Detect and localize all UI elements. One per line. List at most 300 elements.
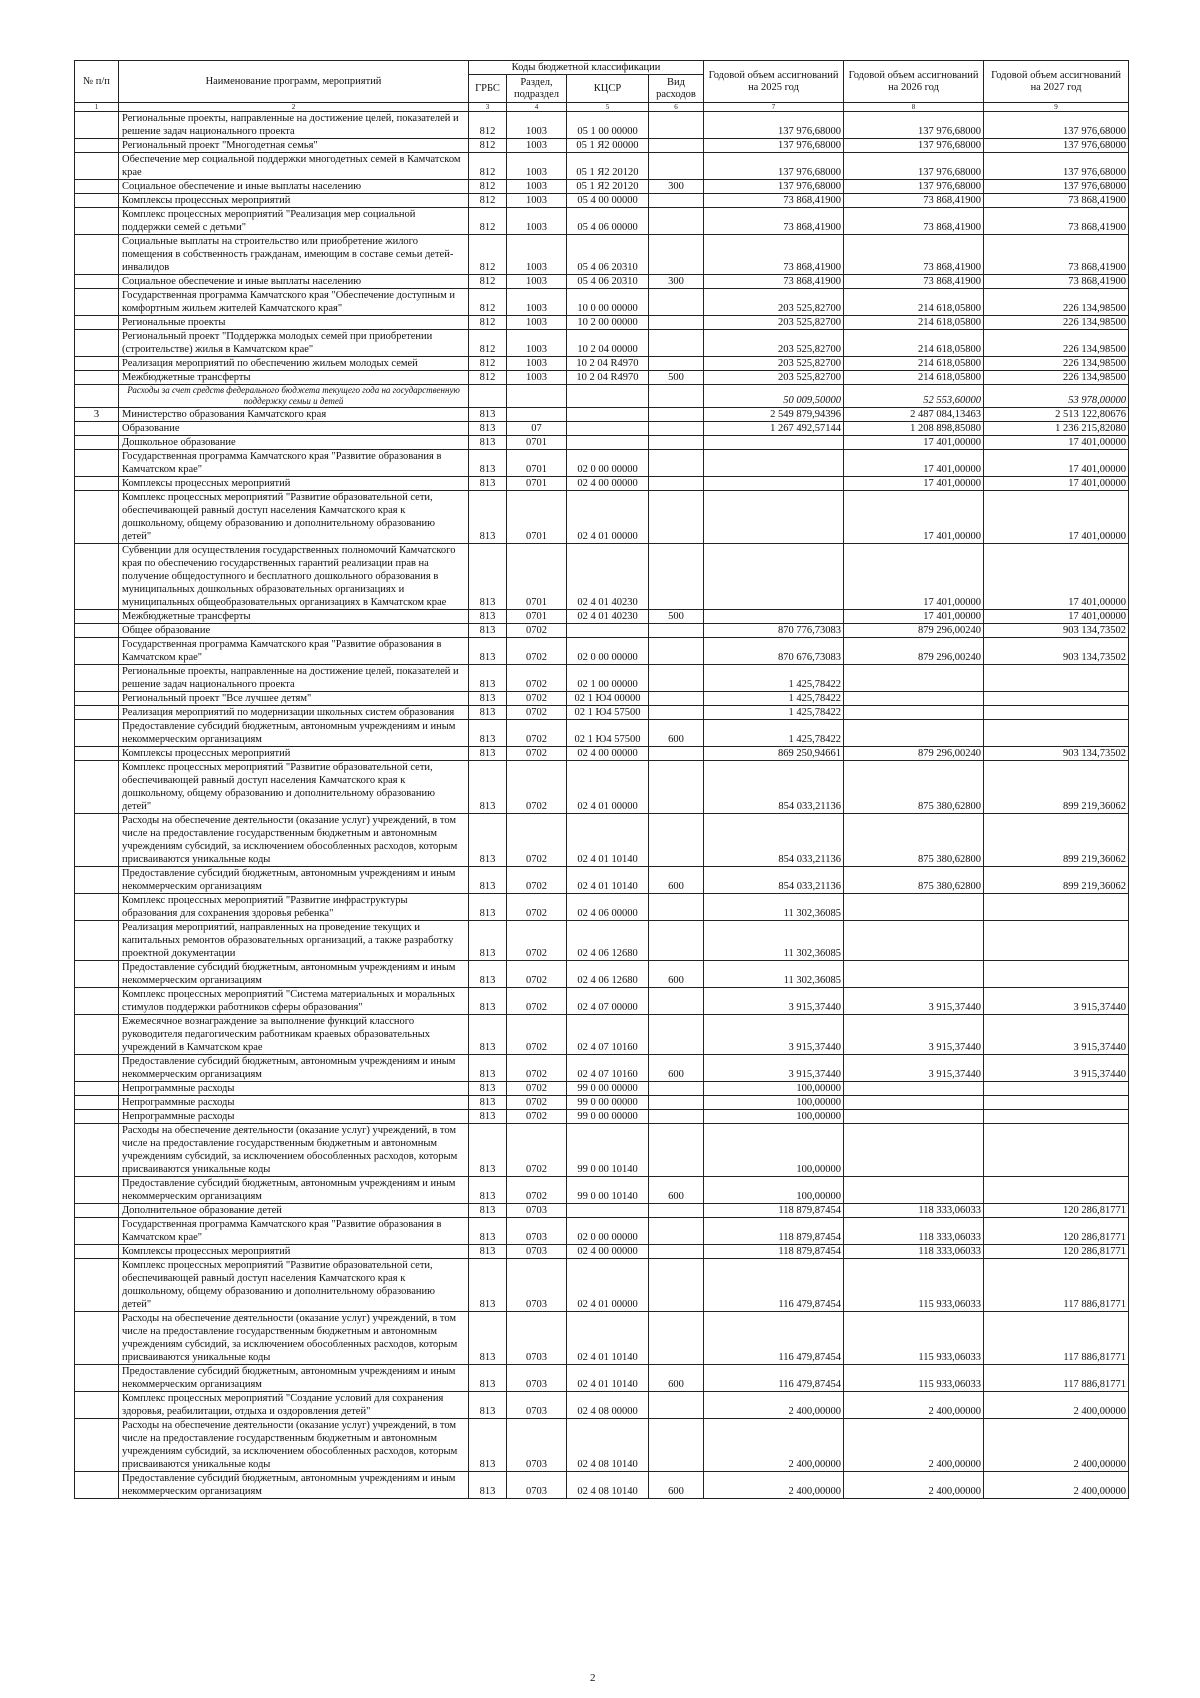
row-vid: [649, 408, 704, 422]
row-amount-2027: 117 886,81771: [984, 1365, 1129, 1392]
row-grbs: 813: [469, 961, 507, 988]
row-amount-2026: [844, 1096, 984, 1110]
row-amount-2025: [704, 436, 844, 450]
row-amount-2027: 2 400,00000: [984, 1419, 1129, 1472]
row-kcsr: 05 4 06 00000: [567, 208, 649, 235]
row-grbs: 813: [469, 610, 507, 624]
row-amount-2027: [984, 706, 1129, 720]
row-num: [75, 720, 119, 747]
row-amount-2027: 226 134,98500: [984, 289, 1129, 316]
row-num: [75, 1245, 119, 1259]
row-razdel: 0702: [507, 665, 567, 692]
row-kcsr: 99 0 00 00000: [567, 1096, 649, 1110]
row-amount-2026: 17 401,00000: [844, 436, 984, 450]
row-vid: 600: [649, 961, 704, 988]
row-razdel: 0702: [507, 692, 567, 706]
row-razdel: 0702: [507, 706, 567, 720]
row-razdel: 1003: [507, 289, 567, 316]
row-name: Предоставление субсидий бюджетным, автономным учреждениям и иным некоммерческим организациям: [119, 720, 469, 747]
row-name: Расходы на обеспечение деятельности (оказание услуг) учреждений, в том числе на предоставление государственным бюджетным и автономным учреждениям субсидий, за исключением обособленных расходов, которым присваиваются уникальные коды: [119, 1124, 469, 1177]
row-razdel: 0701: [507, 491, 567, 544]
row-amount-2027: 226 134,98500: [984, 357, 1129, 371]
row-amount-2026: 17 401,00000: [844, 491, 984, 544]
row-amount-2026: [844, 720, 984, 747]
page-number: 2: [590, 1672, 596, 1684]
row-vid: [649, 814, 704, 867]
row-amount-2025: 1 425,78422: [704, 692, 844, 706]
row-name: Государственная программа Камчатского края "Развитие образования в Камчатском крае": [119, 450, 469, 477]
row-vid: 300: [649, 180, 704, 194]
row-amount-2026: 3 915,37440: [844, 1055, 984, 1082]
row-vid: [649, 436, 704, 450]
row-name: Образование: [119, 422, 469, 436]
table-row: [75, 316, 1129, 330]
row-amount-2026: 214 618,05800: [844, 357, 984, 371]
row-num: [75, 422, 119, 436]
row-amount-2025: 118 879,87454: [704, 1245, 844, 1259]
row-amount-2026: 2 400,00000: [844, 1392, 984, 1419]
row-name: Министерство образования Камчатского края: [119, 408, 469, 422]
row-num: [75, 194, 119, 208]
row-amount-2027: 1 236 215,82080: [984, 422, 1129, 436]
table-row: [75, 894, 1129, 921]
column-number-row: [75, 103, 1129, 112]
row-razdel: 0703: [507, 1312, 567, 1365]
row-num: [75, 624, 119, 638]
row-kcsr: 02 4 01 00000: [567, 761, 649, 814]
row-vid: [649, 316, 704, 330]
row-amount-2026: [844, 961, 984, 988]
row-vid: [649, 477, 704, 491]
table-row: [75, 692, 1129, 706]
row-kcsr: 02 0 00 00000: [567, 450, 649, 477]
table-row: [75, 275, 1129, 289]
row-razdel: 0701: [507, 477, 567, 491]
row-grbs: 813: [469, 1365, 507, 1392]
row-razdel: 0702: [507, 1015, 567, 1055]
row-amount-2026: [844, 665, 984, 692]
row-amount-2025: 870 776,73083: [704, 624, 844, 638]
row-num: [75, 692, 119, 706]
row-razdel: 1003: [507, 112, 567, 139]
row-amount-2027: 73 868,41900: [984, 275, 1129, 289]
row-grbs: 813: [469, 894, 507, 921]
row-num: [75, 112, 119, 139]
row-grbs: 812: [469, 275, 507, 289]
row-razdel: 0702: [507, 921, 567, 961]
row-kcsr: [567, 422, 649, 436]
row-num: [75, 665, 119, 692]
row-amount-2027: 53 978,00000: [984, 385, 1129, 408]
row-amount-2025: [704, 544, 844, 610]
row-grbs: 813: [469, 1218, 507, 1245]
row-name: Комплексы процессных мероприятий: [119, 1245, 469, 1259]
row-name: Межбюджетные трансферты: [119, 371, 469, 385]
row-amount-2026: 115 933,06033: [844, 1259, 984, 1312]
row-kcsr: 02 4 06 12680: [567, 961, 649, 988]
row-grbs: 813: [469, 1419, 507, 1472]
column-number: 1: [75, 103, 119, 112]
row-amount-2025: 100,00000: [704, 1177, 844, 1204]
row-name: Дошкольное образование: [119, 436, 469, 450]
row-vid: [649, 894, 704, 921]
row-amount-2027: 73 868,41900: [984, 235, 1129, 275]
row-amount-2026: [844, 706, 984, 720]
row-vid: [649, 153, 704, 180]
row-amount-2025: [704, 450, 844, 477]
row-grbs: 813: [469, 921, 507, 961]
row-name: Комплексы процессных мероприятий: [119, 747, 469, 761]
row-amount-2027: 137 976,68000: [984, 112, 1129, 139]
row-razdel: 0701: [507, 436, 567, 450]
table-row: [75, 1177, 1129, 1204]
row-razdel: 0702: [507, 1096, 567, 1110]
row-vid: 600: [649, 1055, 704, 1082]
header-name: Наименование программ, мероприятий: [119, 61, 469, 103]
row-name: Государственная программа Камчатского края "Развитие образования в Камчатском крае": [119, 1218, 469, 1245]
table-row: [75, 357, 1129, 371]
row-amount-2027: 120 286,81771: [984, 1204, 1129, 1218]
table-row: [75, 1472, 1129, 1499]
row-grbs: 812: [469, 357, 507, 371]
row-grbs: 813: [469, 692, 507, 706]
row-vid: 300: [649, 275, 704, 289]
column-number: 5: [567, 103, 649, 112]
row-amount-2026: 115 933,06033: [844, 1312, 984, 1365]
row-razdel: 0703: [507, 1472, 567, 1499]
table-row: [75, 747, 1129, 761]
row-kcsr: 02 4 08 10140: [567, 1472, 649, 1499]
row-vid: [649, 1204, 704, 1218]
row-vid: 600: [649, 1472, 704, 1499]
row-num: [75, 289, 119, 316]
row-kcsr: 10 2 00 00000: [567, 316, 649, 330]
row-grbs: 812: [469, 371, 507, 385]
row-vid: [649, 761, 704, 814]
row-num: [75, 1204, 119, 1218]
row-kcsr: [567, 436, 649, 450]
row-num: [75, 1365, 119, 1392]
row-name: Государственная программа Камчатского края "Обеспечение доступным и комфортным жильем жителей Камчатского края": [119, 289, 469, 316]
row-grbs: 812: [469, 289, 507, 316]
row-grbs: 813: [469, 477, 507, 491]
row-grbs: 813: [469, 1245, 507, 1259]
row-grbs: 813: [469, 747, 507, 761]
row-vid: [649, 1082, 704, 1096]
table-row: [75, 610, 1129, 624]
row-grbs: 813: [469, 422, 507, 436]
row-name: Комплекс процессных мероприятий "Создание условий для сохранения здоровья, реабилитации, отдыха и оздоровления детей": [119, 1392, 469, 1419]
row-amount-2025: 73 868,41900: [704, 208, 844, 235]
row-amount-2027: 903 134,73502: [984, 624, 1129, 638]
row-vid: 600: [649, 720, 704, 747]
row-razdel: 1003: [507, 208, 567, 235]
row-razdel: 0702: [507, 988, 567, 1015]
row-amount-2026: 875 380,62800: [844, 761, 984, 814]
row-amount-2027: 899 219,36062: [984, 814, 1129, 867]
table-row: [75, 385, 1129, 408]
row-name: Комплекс процессных мероприятий "Развитие инфраструктуры образования для сохранения здоровья ребенка": [119, 894, 469, 921]
row-razdel: 0702: [507, 1177, 567, 1204]
row-num: [75, 357, 119, 371]
row-razdel: 0702: [507, 1082, 567, 1096]
row-kcsr: 99 0 00 00000: [567, 1082, 649, 1096]
row-name: Комплекс процессных мероприятий "Развитие образовательной сети, обеспечивающей равный доступ населения Камчатского края к дошкольному, общему образованию и дополнительному образованию детей": [119, 761, 469, 814]
row-kcsr: 02 4 01 10140: [567, 814, 649, 867]
row-razdel: 0702: [507, 761, 567, 814]
row-kcsr: [567, 408, 649, 422]
row-grbs: 813: [469, 1472, 507, 1499]
row-vid: [649, 139, 704, 153]
row-amount-2025: 203 525,82700: [704, 357, 844, 371]
row-amount-2026: 118 333,06033: [844, 1245, 984, 1259]
row-num: [75, 706, 119, 720]
row-name: Непрограммные расходы: [119, 1082, 469, 1096]
table-row: [75, 422, 1129, 436]
row-num: [75, 477, 119, 491]
row-amount-2025: 11 302,36085: [704, 894, 844, 921]
row-kcsr: 02 4 08 10140: [567, 1419, 649, 1472]
row-num: [75, 814, 119, 867]
table-row: [75, 1204, 1129, 1218]
row-vid: 500: [649, 371, 704, 385]
row-amount-2025: 116 479,87454: [704, 1259, 844, 1312]
row-amount-2025: 870 676,73083: [704, 638, 844, 665]
row-amount-2027: 226 134,98500: [984, 316, 1129, 330]
row-kcsr: 05 4 06 20310: [567, 235, 649, 275]
row-num: [75, 330, 119, 357]
row-grbs: 812: [469, 139, 507, 153]
row-amount-2025: 203 525,82700: [704, 289, 844, 316]
row-razdel: 0703: [507, 1245, 567, 1259]
table-row: [75, 1419, 1129, 1472]
row-amount-2025: 100,00000: [704, 1096, 844, 1110]
row-name: Комплекс процессных мероприятий "Развитие образовательной сети, обеспечивающей равный доступ населения Камчатского края к дошкольному, общему образованию и дополнительному образованию детей": [119, 491, 469, 544]
row-vid: 500: [649, 610, 704, 624]
table-row: [75, 761, 1129, 814]
budget-document: [74, 60, 1128, 1499]
row-vid: [649, 357, 704, 371]
table-row: [75, 988, 1129, 1015]
row-amount-2027: 3 915,37440: [984, 988, 1129, 1015]
row-grbs: 813: [469, 491, 507, 544]
row-vid: [649, 1124, 704, 1177]
table-row: [75, 624, 1129, 638]
row-kcsr: 05 1 Я2 20120: [567, 180, 649, 194]
row-amount-2027: 226 134,98500: [984, 330, 1129, 357]
row-amount-2027: 3 915,37440: [984, 1055, 1129, 1082]
row-amount-2026: [844, 692, 984, 706]
row-amount-2026: 52 553,60000: [844, 385, 984, 408]
column-number: 7: [704, 103, 844, 112]
row-razdel: 1003: [507, 235, 567, 275]
row-kcsr: 99 0 00 00000: [567, 1110, 649, 1124]
row-name: Расходы на обеспечение деятельности (оказание услуг) учреждений, в том числе на предоставление государственным бюджетным и автономным учреждениям субсидий, за исключением обособленных расходов, которым присваиваются уникальные коды: [119, 1419, 469, 1472]
row-num: [75, 180, 119, 194]
table-row: [75, 450, 1129, 477]
row-amount-2026: 17 401,00000: [844, 450, 984, 477]
row-kcsr: 02 4 01 40230: [567, 610, 649, 624]
row-amount-2027: 120 286,81771: [984, 1245, 1129, 1259]
row-amount-2026: 3 915,37440: [844, 988, 984, 1015]
row-vid: 600: [649, 867, 704, 894]
table-row: [75, 814, 1129, 867]
row-razdel: 0703: [507, 1365, 567, 1392]
row-vid: [649, 747, 704, 761]
row-num: [75, 139, 119, 153]
row-name: Дополнительное образование детей: [119, 1204, 469, 1218]
row-name: Региональный проект "Поддержка молодых семей при приобретении (строительстве) жилья в Камчатском крае": [119, 330, 469, 357]
row-vid: [649, 194, 704, 208]
table-row: [75, 194, 1129, 208]
row-razdel: 0702: [507, 720, 567, 747]
row-amount-2026: 875 380,62800: [844, 814, 984, 867]
row-kcsr: 05 4 06 20310: [567, 275, 649, 289]
row-grbs: [469, 385, 507, 408]
row-name: Региональные проекты, направленные на достижение целей, показателей и решение задач национального проекта: [119, 665, 469, 692]
table-row: [75, 1392, 1129, 1419]
row-amount-2027: [984, 1082, 1129, 1096]
row-vid: [649, 450, 704, 477]
row-amount-2025: 2 400,00000: [704, 1392, 844, 1419]
row-amount-2026: 2 400,00000: [844, 1419, 984, 1472]
row-amount-2026: 73 868,41900: [844, 275, 984, 289]
table-row: [75, 1082, 1129, 1096]
row-grbs: 813: [469, 665, 507, 692]
row-grbs: 813: [469, 408, 507, 422]
row-amount-2026: 17 401,00000: [844, 610, 984, 624]
row-name: Субвенции для осуществления государственных полномочий Камчатского края по обеспечению государственных гарантий реализации прав на получение общедоступного и бесплатного дошкольного образования в муниципальных дошкольных образовательных организациях и муниципальных общеобразовательных организациях в Камчатском крае: [119, 544, 469, 610]
row-amount-2025: 73 868,41900: [704, 194, 844, 208]
row-kcsr: 02 4 00 00000: [567, 477, 649, 491]
row-kcsr: 02 4 01 10140: [567, 1312, 649, 1365]
row-amount-2027: 137 976,68000: [984, 153, 1129, 180]
row-num: [75, 1312, 119, 1365]
row-razdel: 0702: [507, 638, 567, 665]
row-name: Государственная программа Камчатского края "Развитие образования в Камчатском крае": [119, 638, 469, 665]
table-row: [75, 477, 1129, 491]
row-amount-2026: 17 401,00000: [844, 477, 984, 491]
table-row: [75, 1245, 1129, 1259]
table-row: [75, 1055, 1129, 1082]
table-body: [75, 112, 1129, 1499]
row-amount-2027: [984, 1177, 1129, 1204]
row-amount-2027: [984, 921, 1129, 961]
row-vid: [649, 1392, 704, 1419]
row-razdel: [507, 385, 567, 408]
row-amount-2027: 17 401,00000: [984, 610, 1129, 624]
row-razdel: 0703: [507, 1392, 567, 1419]
row-kcsr: 02 4 01 00000: [567, 491, 649, 544]
table-row: [75, 139, 1129, 153]
table-row: [75, 1259, 1129, 1312]
row-razdel: 0702: [507, 747, 567, 761]
row-vid: [649, 706, 704, 720]
header-grbs: ГРБС: [469, 75, 507, 103]
table-row: [75, 544, 1129, 610]
row-amount-2027: 17 401,00000: [984, 491, 1129, 544]
row-num: [75, 436, 119, 450]
row-amount-2025: 203 525,82700: [704, 316, 844, 330]
row-amount-2027: 117 886,81771: [984, 1312, 1129, 1365]
row-name: Комплекс процессных мероприятий "Реализация мер социальной поддержки семей с детьми": [119, 208, 469, 235]
row-kcsr: 02 1 Ю4 00000: [567, 692, 649, 706]
row-name: Предоставление субсидий бюджетным, автономным учреждениям и иным некоммерческим организациям: [119, 1472, 469, 1499]
row-kcsr: 02 4 07 10160: [567, 1015, 649, 1055]
table-row: [75, 208, 1129, 235]
row-amount-2025: 1 267 492,57144: [704, 422, 844, 436]
row-amount-2026: [844, 894, 984, 921]
row-name: Предоставление субсидий бюджетным, автономным учреждениям и иным некоммерческим организациям: [119, 961, 469, 988]
table-row: [75, 491, 1129, 544]
row-amount-2027: 2 400,00000: [984, 1392, 1129, 1419]
row-vid: [649, 988, 704, 1015]
header-vid: Вид расходов: [649, 75, 704, 103]
row-kcsr: 02 4 01 00000: [567, 1259, 649, 1312]
row-amount-2027: [984, 1124, 1129, 1177]
row-amount-2025: 1 425,78422: [704, 706, 844, 720]
row-vid: [649, 1245, 704, 1259]
row-amount-2025: 118 879,87454: [704, 1204, 844, 1218]
row-amount-2026: 2 487 084,13463: [844, 408, 984, 422]
header-y2025: Годовой объем ассигнований на 2025 год: [704, 61, 844, 103]
row-kcsr: 10 2 04 R4970: [567, 357, 649, 371]
row-num: [75, 1124, 119, 1177]
row-grbs: 813: [469, 720, 507, 747]
row-grbs: 813: [469, 624, 507, 638]
header-razdel: Раздел, подраздел: [507, 75, 567, 103]
row-kcsr: 02 0 00 00000: [567, 638, 649, 665]
row-grbs: 813: [469, 1110, 507, 1124]
row-amount-2026: 1 208 898,85080: [844, 422, 984, 436]
row-amount-2025: 137 976,68000: [704, 180, 844, 194]
row-name: Реализация мероприятий по обеспечению жильем молодых семей: [119, 357, 469, 371]
row-grbs: 813: [469, 1204, 507, 1218]
row-grbs: 812: [469, 208, 507, 235]
row-amount-2027: 117 886,81771: [984, 1259, 1129, 1312]
row-vid: [649, 1312, 704, 1365]
row-name: Предоставление субсидий бюджетным, автономным учреждениям и иным некоммерческим организациям: [119, 1055, 469, 1082]
row-name: Социальное обеспечение и иные выплаты населению: [119, 275, 469, 289]
row-amount-2025: 854 033,21136: [704, 867, 844, 894]
row-num: [75, 1177, 119, 1204]
row-name: Региональные проекты: [119, 316, 469, 330]
row-kcsr: 02 4 07 10160: [567, 1055, 649, 1082]
row-amount-2026: 73 868,41900: [844, 208, 984, 235]
table-row: [75, 1124, 1129, 1177]
row-amount-2025: [704, 610, 844, 624]
row-amount-2027: 17 401,00000: [984, 477, 1129, 491]
row-vid: 600: [649, 1365, 704, 1392]
table-row: [75, 180, 1129, 194]
row-razdel: 1003: [507, 180, 567, 194]
row-amount-2027: 226 134,98500: [984, 371, 1129, 385]
table-row: [75, 706, 1129, 720]
row-amount-2027: [984, 961, 1129, 988]
table-row: [75, 235, 1129, 275]
row-amount-2025: [704, 491, 844, 544]
row-amount-2026: [844, 1177, 984, 1204]
row-name: Расходы за счет средств федерального бюджета текущего года на государственную поддержку семьи и детей: [119, 385, 469, 408]
row-num: [75, 1259, 119, 1312]
row-razdel: 1003: [507, 153, 567, 180]
row-name: Расходы на обеспечение деятельности (оказание услуг) учреждений, в том числе на предоставление государственным бюджетным и автономным учреждениям субсидий, за исключением обособленных расходов, которым присваиваются уникальные коды: [119, 1312, 469, 1365]
row-kcsr: [567, 624, 649, 638]
row-amount-2027: [984, 1096, 1129, 1110]
row-amount-2026: 17 401,00000: [844, 544, 984, 610]
row-amount-2027: 137 976,68000: [984, 180, 1129, 194]
row-razdel: 0703: [507, 1218, 567, 1245]
